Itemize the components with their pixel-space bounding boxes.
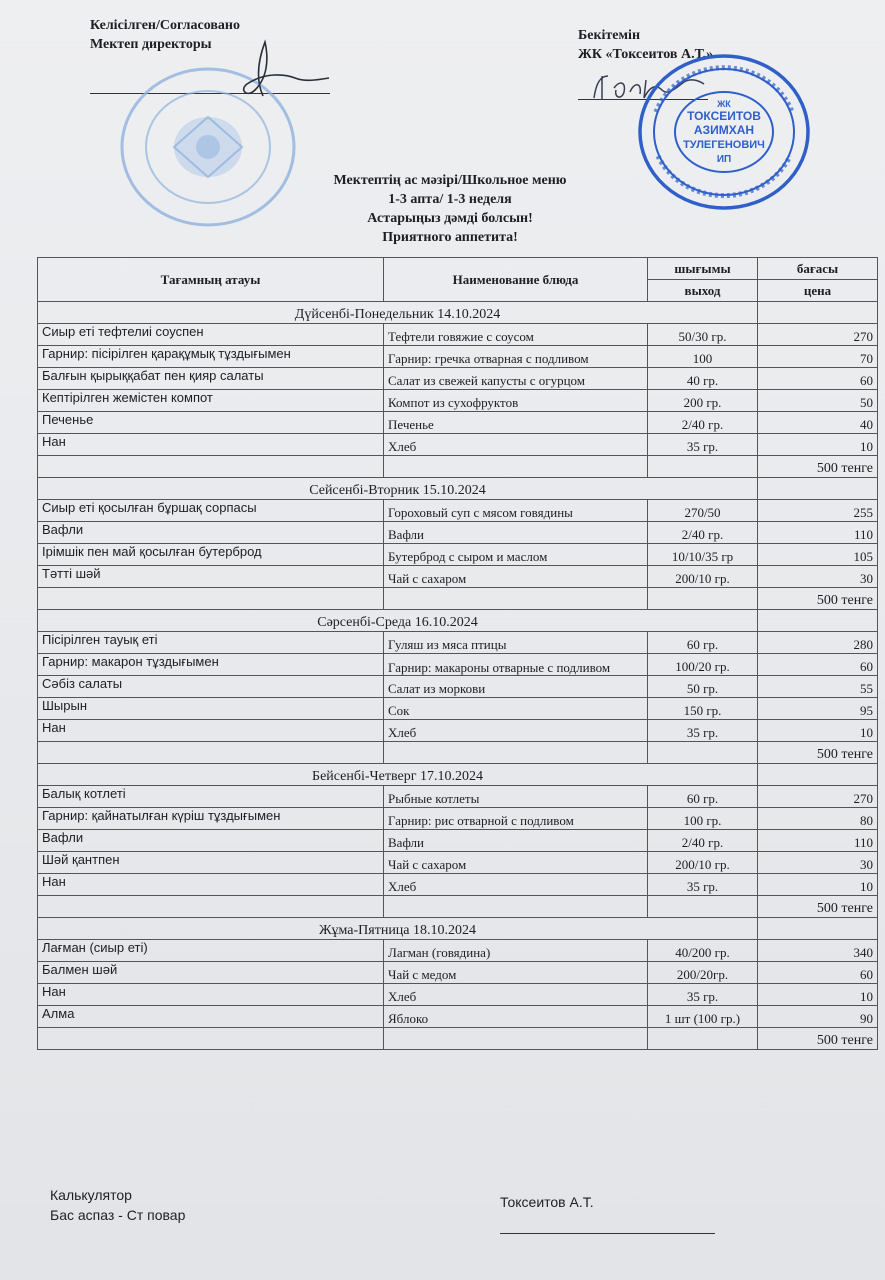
dish-name-ru: Гарнир: рис отварной с подливом <box>384 808 648 830</box>
total-empty-out <box>648 742 758 764</box>
dish-output: 50 гр. <box>648 676 758 698</box>
day-total: 500 тенге <box>758 742 878 764</box>
menu-body <box>38 302 878 1050</box>
menu-item-row <box>38 962 878 984</box>
day-total-row <box>38 742 878 764</box>
menu-item-row <box>38 544 878 566</box>
dish-name-kz: Балғын қырыққабат пен қияр салаты <box>38 368 384 390</box>
menu-item-row <box>38 368 878 390</box>
dish-name-kz: Сиыр еті қосылған бұршақ сорпасы <box>38 500 384 522</box>
dish-output: 200/10 гр. <box>648 566 758 588</box>
dish-name-kz: Нан <box>38 720 384 742</box>
menu-item-row <box>38 522 878 544</box>
dish-name-kz: Лағман (сиыр еті) <box>38 940 384 962</box>
stamp-line-5: ИП <box>716 154 732 165</box>
dish-price: 95 <box>758 698 878 720</box>
header-output-ru: выход <box>648 280 758 302</box>
dish-name-ru: Тефтели говяжие с соусом <box>384 324 648 346</box>
day-header-empty <box>758 610 878 632</box>
dish-name-kz: Тәтті шәй <box>38 566 384 588</box>
footer-right <box>500 1192 594 1212</box>
menu-item-row <box>38 808 878 830</box>
menu-item-row <box>38 412 878 434</box>
total-empty-ru <box>384 456 648 478</box>
dish-price: 55 <box>758 676 878 698</box>
dish-price: 270 <box>758 786 878 808</box>
total-empty-out <box>648 1028 758 1050</box>
dish-price: 40 <box>758 412 878 434</box>
dish-price: 50 <box>758 390 878 412</box>
dish-price: 30 <box>758 566 878 588</box>
dish-output: 35 гр. <box>648 984 758 1006</box>
dish-name-ru: Рыбные котлеты <box>384 786 648 808</box>
dish-name-kz: Алма <box>38 1006 384 1028</box>
director-signature <box>225 38 335 100</box>
menu-item-row <box>38 566 878 588</box>
menu-item-row <box>38 632 878 654</box>
day-label: Сәрсенбі-Среда 16.10.2024 <box>38 610 758 632</box>
dish-name-kz: Вафли <box>38 830 384 852</box>
total-empty-ru <box>384 1028 648 1050</box>
dish-price: 10 <box>758 874 878 896</box>
day-label: Дүйсенбі-Понедельник 14.10.2024 <box>38 302 758 324</box>
dish-price: 340 <box>758 940 878 962</box>
day-total: 500 тенге <box>758 456 878 478</box>
dish-price: 80 <box>758 808 878 830</box>
dish-name-ru: Хлеб <box>384 720 648 742</box>
header-dish-kz: Тағамның атауы <box>38 258 384 302</box>
greeting-ru: Приятного аппетита! <box>382 230 518 245</box>
dish-name-kz: Шырын <box>38 698 384 720</box>
day-label: Бейсенбі-Четверг 17.10.2024 <box>38 764 758 786</box>
dish-name-kz: Гарнир: пісірілген қарақұмық тұздығымен <box>38 346 384 368</box>
dish-name-ru: Чай с сахаром <box>384 852 648 874</box>
menu-item-row <box>38 720 878 742</box>
dish-output: 150 гр. <box>648 698 758 720</box>
dish-name-ru: Вафли <box>384 522 648 544</box>
head-chef-label: Бас аспаз - Ст повар <box>50 1207 186 1223</box>
total-empty-ru <box>384 896 648 918</box>
dish-output: 1 шт (100 гр.) <box>648 1006 758 1028</box>
day-total: 500 тенге <box>758 1028 878 1050</box>
dish-output: 50/30 гр. <box>648 324 758 346</box>
dish-name-ru: Гуляш из мяса птицы <box>384 632 648 654</box>
dish-name-kz: Гарнир: макарон тұздығымен <box>38 654 384 676</box>
stamp-line-1: ЖК <box>717 99 731 109</box>
menu-table <box>37 257 878 1050</box>
dish-price: 110 <box>758 522 878 544</box>
dish-name-ru: Гороховый суп с мясом говядины <box>384 500 648 522</box>
dish-name-ru: Хлеб <box>384 874 648 896</box>
dish-output: 270/50 <box>648 500 758 522</box>
dish-name-ru: Салат из свежей капусты с огурцом <box>384 368 648 390</box>
dish-name-ru: Сок <box>384 698 648 720</box>
dish-name-ru: Яблоко <box>384 1006 648 1028</box>
dish-name-ru: Гарнир: гречка отварная с подливом <box>384 346 648 368</box>
total-empty-out <box>648 896 758 918</box>
total-empty-out <box>648 456 758 478</box>
dish-output: 200/20гр. <box>648 962 758 984</box>
total-empty-ru <box>384 742 648 764</box>
dish-output: 100 гр. <box>648 808 758 830</box>
dish-name-ru: Гарнир: макароны отварные с подливом <box>384 654 648 676</box>
day-label: Жұма-Пятница 18.10.2024 <box>38 918 758 940</box>
menu-item-row <box>38 940 878 962</box>
day-header-row <box>38 918 878 940</box>
dish-name-ru: Салат из моркови <box>384 676 648 698</box>
signer-name: Токсеитов А.Т. <box>500 1194 594 1210</box>
dish-price: 10 <box>758 720 878 742</box>
menu-item-row <box>38 698 878 720</box>
header-price-ru: цена <box>758 280 878 302</box>
header-price-kz: бағасы <box>758 258 878 280</box>
greeting-kz: Астарыңыз дәмді болсын! <box>367 211 533 226</box>
dish-output: 35 гр. <box>648 720 758 742</box>
director-label: Мектеп директоры <box>90 37 212 52</box>
menu-item-row <box>38 500 878 522</box>
stamp-line-4: ТУЛЕГЕНОВИЧ <box>683 139 765 151</box>
dish-name-ru: Лагман (говядина) <box>384 940 648 962</box>
dish-price: 110 <box>758 830 878 852</box>
dish-price: 10 <box>758 434 878 456</box>
header-dish-ru: Наименование блюда <box>384 258 648 302</box>
dish-price: 90 <box>758 1006 878 1028</box>
day-total: 500 тенге <box>758 588 878 610</box>
day-total-row <box>38 456 878 478</box>
day-total-row <box>38 896 878 918</box>
day-total-row <box>38 1028 878 1050</box>
dish-output: 100/20 гр. <box>648 654 758 676</box>
menu-item-row <box>38 676 878 698</box>
day-header-empty <box>758 302 878 324</box>
dish-price: 280 <box>758 632 878 654</box>
day-header-row <box>38 302 878 324</box>
day-header-empty <box>758 918 878 940</box>
dish-name-ru: Хлеб <box>384 434 648 456</box>
total-empty-kz <box>38 588 384 610</box>
day-header-row <box>38 764 878 786</box>
dish-output: 2/40 гр. <box>648 412 758 434</box>
menu-item-row <box>38 786 878 808</box>
dish-output: 200/10 гр. <box>648 852 758 874</box>
dish-price: 10 <box>758 984 878 1006</box>
dish-name-kz: Печенье <box>38 412 384 434</box>
menu-item-row <box>38 434 878 456</box>
stamp-line-2: ТОКСЕИТОВ <box>687 109 761 123</box>
menu-item-row <box>38 874 878 896</box>
day-label: Сейсенбі-Вторник 15.10.2024 <box>38 478 758 500</box>
menu-week: 1-3 апта/ 1-3 неделя <box>388 192 512 207</box>
dish-name-kz: Нан <box>38 434 384 456</box>
dish-name-kz: Сиыр еті тефтелиі соуспен <box>38 324 384 346</box>
dish-name-ru: Чай с медом <box>384 962 648 984</box>
total-empty-ru <box>384 588 648 610</box>
dish-name-kz: Нан <box>38 874 384 896</box>
menu-item-row <box>38 654 878 676</box>
day-header-empty <box>758 764 878 786</box>
dish-name-ru: Вафли <box>384 830 648 852</box>
menu-item-row <box>38 852 878 874</box>
entrepreneur-label: ЖК «Токсеитов А.Т.» <box>578 47 714 62</box>
dish-price: 105 <box>758 544 878 566</box>
dish-name-kz: Пісірілген тауық еті <box>38 632 384 654</box>
dish-name-kz: Шәй қантпен <box>38 852 384 874</box>
approved-label: Бекітемін <box>578 28 641 43</box>
menu-item-row <box>38 324 878 346</box>
total-empty-kz <box>38 456 384 478</box>
dish-name-kz: Кептірілген жемістен компот <box>38 390 384 412</box>
dish-price: 255 <box>758 500 878 522</box>
dish-output: 35 гр. <box>648 874 758 896</box>
day-total-row <box>38 588 878 610</box>
dish-output: 2/40 гр. <box>648 522 758 544</box>
dish-output: 35 гр. <box>648 434 758 456</box>
dish-price: 60 <box>758 962 878 984</box>
dish-name-ru: Печенье <box>384 412 648 434</box>
menu-item-row <box>38 390 878 412</box>
dish-price: 60 <box>758 368 878 390</box>
footer-signature-line <box>500 1233 715 1234</box>
dish-price: 30 <box>758 852 878 874</box>
footer-left <box>50 1185 185 1225</box>
menu-item-row <box>38 1006 878 1028</box>
menu-title: Мектептің ас мәзірі/Школьное меню <box>333 173 567 188</box>
total-empty-out <box>648 588 758 610</box>
day-header-row <box>38 478 878 500</box>
entrepreneur-seal-stamp <box>636 52 812 212</box>
dish-output: 40/200 гр. <box>648 940 758 962</box>
approval-block-left <box>90 16 240 54</box>
agreed-label: Келісілген/Согласовано <box>90 18 240 33</box>
dish-output: 10/10/35 гр <box>648 544 758 566</box>
menu-title-block <box>280 171 620 247</box>
dish-output: 100 <box>648 346 758 368</box>
header-output-kz: шығымы <box>648 258 758 280</box>
dish-price: 60 <box>758 654 878 676</box>
dish-name-ru: Хлеб <box>384 984 648 1006</box>
dish-output: 60 гр. <box>648 632 758 654</box>
dish-price: 270 <box>758 324 878 346</box>
dish-output: 60 гр. <box>648 786 758 808</box>
dish-name-kz: Гарнир: қайнатылған күріш тұздығымен <box>38 808 384 830</box>
dish-name-kz: Нан <box>38 984 384 1006</box>
stamp-line-3: АЗИМХАН <box>693 123 755 137</box>
dish-name-kz: Сәбіз салаты <box>38 676 384 698</box>
day-header-empty <box>758 478 878 500</box>
dish-name-kz: Вафли <box>38 522 384 544</box>
menu-item-row <box>38 346 878 368</box>
menu-item-row <box>38 984 878 1006</box>
total-empty-kz <box>38 742 384 764</box>
day-header-row <box>38 610 878 632</box>
dish-name-kz: Ірімшік пен май қосылған бутерброд <box>38 544 384 566</box>
dish-name-kz: Балмен шәй <box>38 962 384 984</box>
dish-output: 200 гр. <box>648 390 758 412</box>
dish-name-ru: Компот из сухофруктов <box>384 390 648 412</box>
dish-name-ru: Бутерброд с сыром и маслом <box>384 544 648 566</box>
total-empty-kz <box>38 1028 384 1050</box>
dish-name-kz: Балық котлеті <box>38 786 384 808</box>
calculator-label: Калькулятор <box>50 1187 132 1203</box>
menu-item-row <box>38 830 878 852</box>
dish-output: 40 гр. <box>648 368 758 390</box>
dish-name-ru: Чай с сахаром <box>384 566 648 588</box>
total-empty-kz <box>38 896 384 918</box>
day-total: 500 тенге <box>758 896 878 918</box>
dish-output: 2/40 гр. <box>648 830 758 852</box>
dish-price: 70 <box>758 346 878 368</box>
